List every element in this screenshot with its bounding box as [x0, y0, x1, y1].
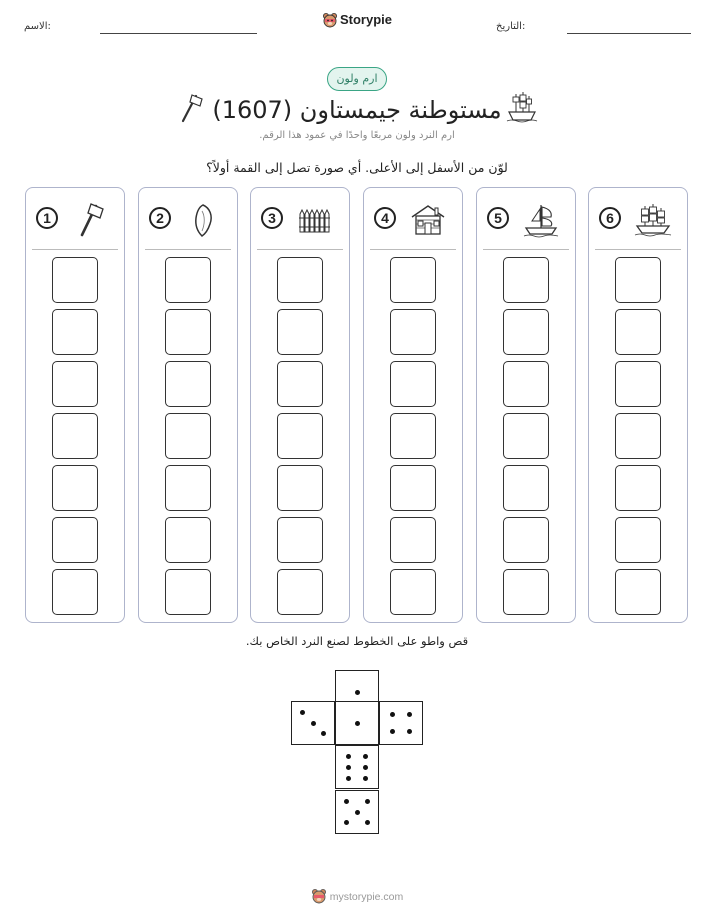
column-6 [588, 187, 688, 623]
color-box[interactable] [277, 257, 323, 303]
footer-url[interactable]: mystorypie.com [329, 891, 404, 903]
dice-pip [355, 721, 360, 726]
color-box[interactable] [277, 569, 323, 615]
color-box[interactable] [390, 361, 436, 407]
color-box[interactable] [615, 413, 661, 459]
color-box[interactable] [503, 465, 549, 511]
color-box[interactable] [390, 569, 436, 615]
color-box[interactable] [165, 361, 211, 407]
color-box[interactable] [503, 309, 549, 355]
color-box[interactable] [503, 413, 549, 459]
fort-palisade-icon [295, 202, 335, 238]
color-box[interactable] [277, 309, 323, 355]
color-box[interactable] [615, 569, 661, 615]
footer-bear-icon [311, 888, 327, 907]
dice-pip [365, 799, 370, 804]
color-box[interactable] [615, 517, 661, 563]
date-label: التاريخ: [496, 21, 526, 32]
column-divider [483, 249, 569, 250]
dice-pip [300, 710, 305, 715]
dice-face-5 [335, 790, 379, 834]
dice-pip [346, 765, 351, 770]
column-divider [257, 249, 343, 250]
title-ship-icon [506, 90, 538, 124]
color-box[interactable] [165, 309, 211, 355]
dice-face-1 [335, 701, 379, 745]
footer [0, 888, 714, 907]
dice-pip [344, 799, 349, 804]
color-box[interactable] [165, 465, 211, 511]
color-box[interactable] [277, 361, 323, 407]
column-number: 1 [36, 207, 58, 229]
column-5 [476, 187, 576, 623]
color-box[interactable] [503, 517, 549, 563]
tall-ship-icon [633, 202, 673, 238]
page-title: مستوطنة جيمستاون (1607) [212, 96, 502, 124]
name-line[interactable] [100, 33, 257, 34]
activity-badge: ارم ولون [327, 67, 387, 91]
color-box[interactable] [390, 413, 436, 459]
column-number: 2 [149, 207, 171, 229]
color-box[interactable] [390, 257, 436, 303]
dice-pip [363, 776, 368, 781]
column-number: 3 [261, 207, 283, 229]
question-text: لوّن من الأسفل إلى الأعلى. أي صورة تصل إلى القمة أولاً؟ [206, 160, 508, 175]
dice-pip [390, 729, 395, 734]
dice-pip [321, 731, 326, 736]
color-box[interactable] [277, 413, 323, 459]
dice-pip [355, 810, 360, 815]
color-box[interactable] [52, 569, 98, 615]
color-box[interactable] [390, 465, 436, 511]
page-subtitle: ارم النرد ولون مربعًا واحدًا في عمود هذا الرقم. [259, 130, 455, 141]
column-divider [145, 249, 231, 250]
dice-pip [355, 690, 360, 695]
dice-instruction: قص واطو على الخطوط لصنع النرد الخاص بك. [245, 634, 469, 648]
name-label: الاسم: [24, 21, 51, 32]
dice-pip [363, 765, 368, 770]
color-box[interactable] [52, 257, 98, 303]
color-box[interactable] [165, 569, 211, 615]
dice-pip [390, 712, 395, 717]
brand-name: Storypie [339, 12, 392, 27]
column-divider [32, 249, 118, 250]
color-box[interactable] [52, 413, 98, 459]
dice-face-3 [291, 701, 335, 745]
color-box[interactable] [52, 361, 98, 407]
color-box[interactable] [503, 361, 549, 407]
dice-pip [407, 712, 412, 717]
column-number: 4 [374, 207, 396, 229]
dice-pip [363, 754, 368, 759]
column-number: 6 [599, 207, 621, 229]
log-cabin-icon [408, 202, 448, 238]
color-box[interactable] [165, 257, 211, 303]
dice-pip [407, 729, 412, 734]
column-divider [595, 249, 681, 250]
dice-pip [344, 820, 349, 825]
color-box[interactable] [277, 465, 323, 511]
arrowhead-icon [183, 202, 223, 238]
color-box[interactable] [52, 517, 98, 563]
color-box[interactable] [390, 517, 436, 563]
axe-icon [70, 202, 110, 238]
column-2 [138, 187, 238, 623]
dice-pip [346, 776, 351, 781]
color-box[interactable] [165, 517, 211, 563]
dice-face-6 [335, 745, 379, 789]
color-box[interactable] [615, 465, 661, 511]
sailboat-icon [521, 202, 561, 238]
column-3 [250, 187, 350, 623]
color-box[interactable] [503, 569, 549, 615]
color-box[interactable] [503, 257, 549, 303]
column-1 [25, 187, 125, 623]
color-box[interactable] [390, 309, 436, 355]
color-box[interactable] [615, 309, 661, 355]
color-box[interactable] [277, 517, 323, 563]
dice-face-4 [379, 701, 423, 745]
color-box[interactable] [615, 361, 661, 407]
column-4 [363, 187, 463, 623]
dice-pip [365, 820, 370, 825]
color-box[interactable] [52, 465, 98, 511]
color-box[interactable] [615, 257, 661, 303]
dice-pip [346, 754, 351, 759]
column-number: 5 [487, 207, 509, 229]
color-box[interactable] [165, 413, 211, 459]
date-line[interactable] [567, 33, 691, 34]
color-box[interactable] [52, 309, 98, 355]
storypie-logo [0, 12, 714, 31]
column-divider [370, 249, 456, 250]
dice-pip [311, 721, 316, 726]
bear-logo-icon [322, 12, 338, 31]
